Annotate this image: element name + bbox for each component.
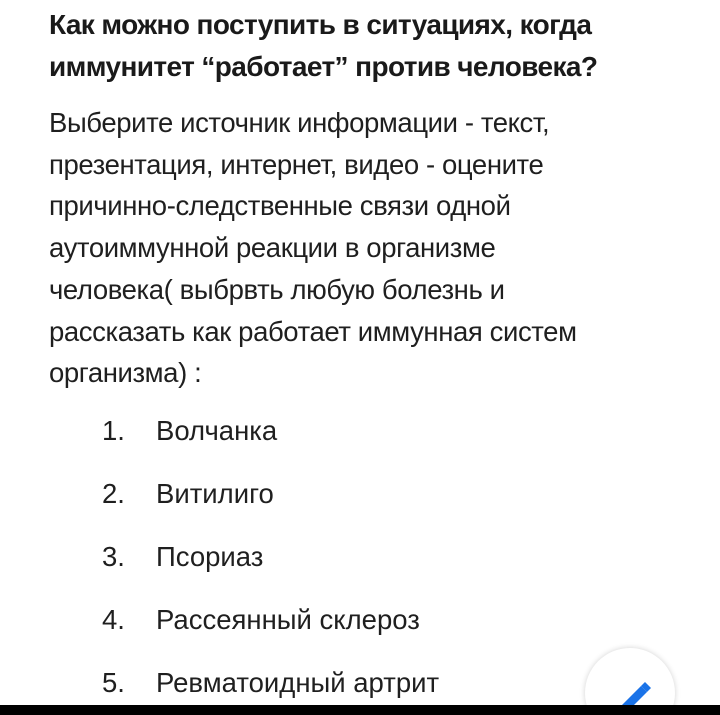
description-line: организма) : <box>49 357 202 389</box>
description-line: презентация, интернет, видео - оцените <box>49 148 544 180</box>
list-item <box>0 533 720 596</box>
description-line: рассказать как работает иммунная систем <box>49 315 577 347</box>
description-line: аутоиммунной реакции в организме <box>49 232 496 264</box>
list-item-text: Рассеянный склероз <box>156 604 420 635</box>
list-item <box>0 407 720 470</box>
description-line: Выберите источник информации - текст, <box>49 107 550 138</box>
question-title-line: иммунитет “работает” против человека? <box>49 51 598 82</box>
list-item-text: Волчанка <box>156 415 278 446</box>
question-title <box>49 4 689 88</box>
list-item-number: 5. <box>102 667 125 698</box>
question-title-line: Как можно поступить в ситуациях, когда <box>49 9 592 40</box>
question-description <box>49 102 699 394</box>
list-item-number: 4. <box>102 604 125 635</box>
list-item <box>0 596 720 659</box>
list-item-number: 1. <box>102 415 125 446</box>
bottom-bar <box>0 705 720 715</box>
list-item-text: Витилиго <box>156 478 274 509</box>
list-item-text: Ревматоидный артрит <box>156 667 440 698</box>
description-line: причинно-следственные связи одной <box>49 190 511 222</box>
description-line: человека( выбрвть любую болезнь и <box>49 273 505 305</box>
list-item-text: Псориаз <box>156 541 264 572</box>
list-item-number: 2. <box>102 478 125 509</box>
list-item <box>0 470 720 533</box>
list-item-number: 3. <box>102 541 125 572</box>
